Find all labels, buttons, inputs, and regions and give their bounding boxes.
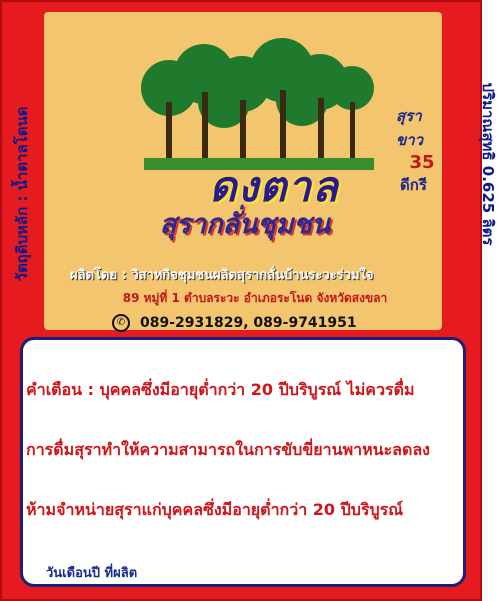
producer-text: ผลิตโดย : วิสาหกิจชุมชนผลิตสุรากลั่นบ้านระวะร่วมใจ [70,268,374,283]
warning-label: คำเตือน : [26,380,95,399]
phone-numbers: 089-2931829, 089-9741951 [140,315,357,331]
side-text-right: ปริมาณสุทธิ 0.625 ลิตร [479,82,497,246]
alcohol-info [396,104,442,197]
phone-icon: ✆ [112,314,130,332]
address-text: 89 หมู่ที่ 1 ตำบลระวะ อำเภอระโนด จังหวัดสงขลา [122,291,388,305]
brand-subtitle: สุรากลั่นชุมชน [159,209,331,240]
warning-line-1 [26,378,446,403]
product-type: สุราขาว [396,107,424,149]
warning-line-3: ห้ามจำหน่ายสุราแก่บุคคลซึ่งมีอายุต่ำกว่า 20 ปีบริบูรณ์ [26,500,404,519]
production-date-label: วันเดือนปี ที่ผลิต [46,566,138,581]
alcohol-unit: ดีกรี [400,176,427,194]
brand-name: ดงตาล [209,162,339,211]
side-text-left: วัตถุดิบหลัก : น้ำตาลโตนด [13,106,31,282]
phone-row [112,314,432,332]
alcohol-value: 35 [409,152,435,173]
warning-line-2: การดื่มสุราทำให้ความสามารถในการขับขี่ยานพาหนะลดลง [26,440,430,459]
warning-text-1: บุคคลซึ่งมีอายุต่ำกว่า 20 ปีบริบูรณ์ ไม่ควรดื่ม [99,380,415,399]
palm-trees-illustration [144,40,374,170]
